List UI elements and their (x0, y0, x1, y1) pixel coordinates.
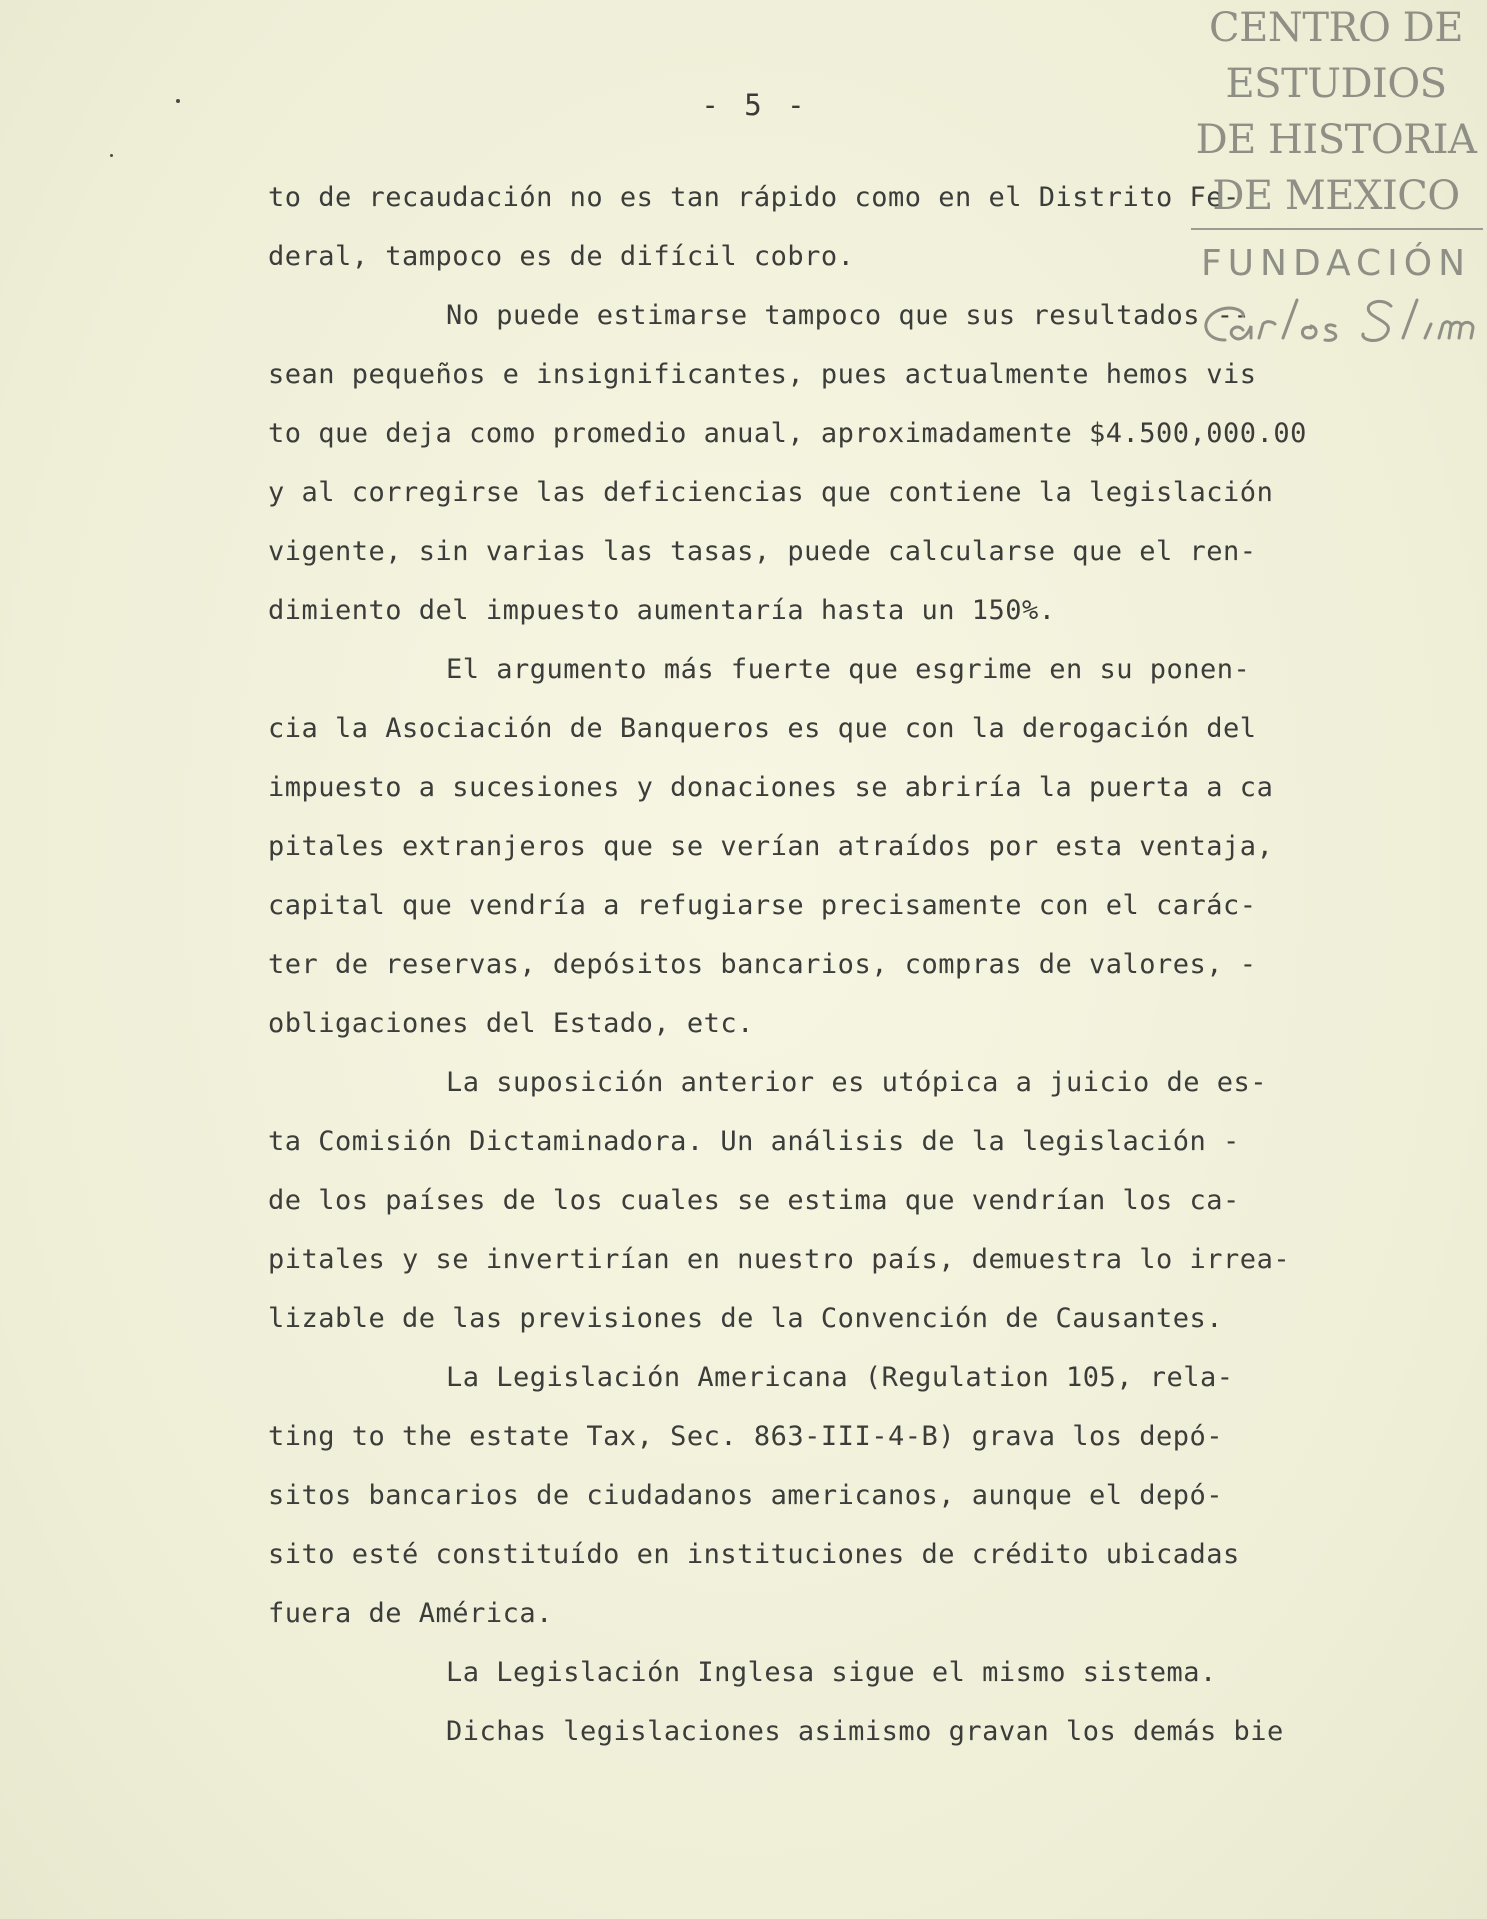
watermark-line: DE MEXICO (1212, 173, 1460, 219)
watermark-foundation: FUNDACIÓN (1200, 243, 1472, 284)
text-line: Dichas legislaciones asimismo gravan los demás bie (446, 1716, 1284, 1747)
text-line: La Legislación Americana (Regulation 105, rela- (446, 1362, 1234, 1393)
text-line: No puede estimarse tampoco que sus resultados -- (446, 300, 1251, 331)
paper-speck (176, 99, 180, 103)
text-line: to de recaudación no es tan rápido como en el Distrito Fe- (268, 182, 1240, 213)
text-line: de los países de los cuales se estima que vendrían los ca- (268, 1185, 1240, 1216)
paper-speck (110, 154, 113, 157)
text-line: sitos bancarios de ciudadanos americanos, aunque el depó- (268, 1480, 1224, 1511)
text-line: impuesto a sucesiones y donaciones se abriría la puerta a ca (268, 772, 1274, 803)
text-line: to que deja como promedio anual, aproximadamente $4.500,000.00 (268, 418, 1307, 449)
text-line: ting to the estate Tax, Sec. 863-III-4-B) grava los depó- (268, 1421, 1224, 1452)
text-line: ter de reservas, depósitos bancarios, compras de valores, - (268, 949, 1257, 980)
watermark-line: CENTRO DE (1209, 5, 1463, 51)
text-line: fuera de América. (268, 1598, 553, 1629)
text-line: obligaciones del Estado, etc. (268, 1008, 754, 1039)
archive-watermark (1185, 0, 1487, 360)
text-line: cia la Asociación de Banqueros es que con la derogación del (268, 713, 1257, 744)
body-text (268, 168, 1368, 1761)
text-line: pitales y se invertirían en nuestro país, demuestra lo irrea- (268, 1244, 1291, 1275)
text-line: lizable de las previsiones de la Convención de Causantes. (268, 1303, 1224, 1334)
watermark-line: ESTUDIOS (1225, 61, 1447, 107)
text-line: sito esté constituído en instituciones de crédito ubicadas (268, 1539, 1240, 1570)
text-line: y al corregirse las deficiencias que contiene la legislación (268, 477, 1274, 508)
page-number: - 5 - (701, 88, 809, 122)
text-line: vigente, sin varias las tasas, puede calcularse que el ren- (268, 536, 1257, 567)
text-line: dimiento del impuesto aumentaría hasta un 150%. (268, 595, 1056, 626)
signature-logo (1185, 292, 1487, 362)
text-line: La suposición anterior es utópica a juicio de es- (446, 1067, 1268, 1098)
text-line: pitales extranjeros que se verían atraídos por esta ventaja, (268, 831, 1274, 862)
text-line: capital que vendría a refugiarse precisamente con el carác- (268, 890, 1257, 921)
text-line: sean pequeños e insignificantes, pues actualmente hemos vis (268, 359, 1257, 390)
text-line: ta Comisión Dictaminadora. Un análisis de la legislación - (268, 1126, 1240, 1157)
watermark-divider (1191, 228, 1483, 230)
text-line: El argumento más fuerte que esgrime en su ponen- (446, 654, 1251, 685)
watermark-line: DE HISTORIA (1195, 117, 1477, 163)
text-line: La Legislación Inglesa sigue el mismo sistema. (446, 1657, 1217, 1688)
text-line: deral, tampoco es de difícil cobro. (268, 241, 855, 272)
